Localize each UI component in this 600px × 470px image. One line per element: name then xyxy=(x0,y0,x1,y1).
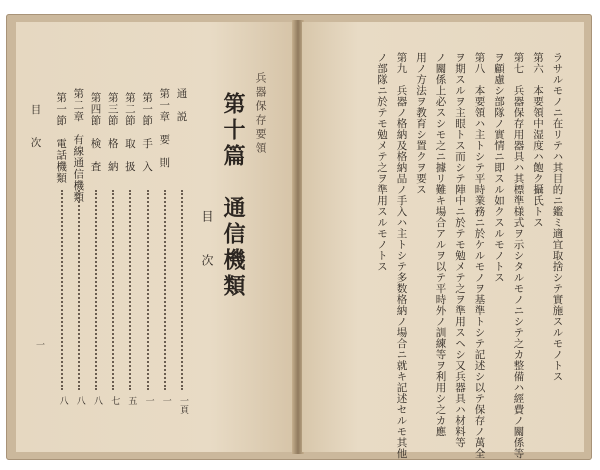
toc-entry-title: 第二節 取 扱 xyxy=(123,92,136,173)
body-text-line: 第九 兵器ノ格納及格納品ノ手入ハ主トシテ多数格納ノ場合ニ就キ記述セルモ其他 xyxy=(395,52,408,459)
body-text-line: ノ關係上必スシモ之ニ據リ難キ場合アルヲ以テ平時外ノ訓練等ヲ利用シ之カ應 xyxy=(434,52,447,437)
toc-leader-dots xyxy=(147,190,149,390)
left-page xyxy=(16,22,294,452)
body-text-line: ノ部隊ニ於テモ勉メテ之ヲ準用スルモノトス xyxy=(376,52,388,272)
toc-entry-title: 第一章 要 則 xyxy=(158,88,171,169)
toc-entry-page: 五 xyxy=(126,396,137,405)
toc-leader-dots xyxy=(61,190,63,390)
toc-entry-page: 八 xyxy=(92,396,102,405)
toc-entry-title: 通 説 xyxy=(175,88,188,123)
body-text-line: 用ノ方法ヲ教育シ置クヲ要ス xyxy=(415,52,427,195)
toc-entry-title: 第一節 電話機類 xyxy=(55,92,68,184)
toc-entry-page: 八 xyxy=(74,396,85,405)
toc-entry-page: 一 xyxy=(143,396,154,405)
toc-entry-title: 第三節 格 納 xyxy=(106,92,119,173)
toc-leader-dots xyxy=(112,190,114,390)
body-text-line: ヲ期スルヲ主眼トス而シテ陣中ニ於テモ勉メテ之ヲ準用スヘシ又兵器具ハ材料等 xyxy=(454,52,466,448)
series-title: 兵器保存要領 xyxy=(254,72,267,156)
toc-entry-page: 八 xyxy=(57,396,68,405)
toc-leader-dots xyxy=(78,190,80,390)
toc-leader-dots xyxy=(181,190,183,390)
toc-leader-dots xyxy=(129,190,131,390)
toc-entry-page: 一 xyxy=(160,396,171,405)
toc-leader-dots xyxy=(164,190,166,390)
toc-leader-dots xyxy=(95,190,97,390)
toc-entry-page: 七 xyxy=(109,396,120,405)
body-text-line: 第六 本要領中湿度ハ飽ク攝氏トス xyxy=(532,52,544,228)
volume-heading: 第十篇 通信機類 xyxy=(220,92,246,300)
contents-label: 目 次 xyxy=(200,210,214,276)
body-text-line: 第八 本要領ハ主トシテ平時業務ニ於ケルモノヲ基準トシテ記述シ以テ保存ノ萬全 xyxy=(473,52,486,459)
body-text-line: 第七 兵器保存用器具ハ其標準様式ヲ示シタルモノニシテ之カ整備ハ經費ノ關係等 xyxy=(512,52,525,459)
toc-entry-title: 第二章 有線通信機類 xyxy=(72,88,85,203)
body-text-line: ヲ顧慮シ部隊ノ實情ニ即スル如クスルモノトス xyxy=(493,52,505,283)
body-text-line: ラサルモノニ在リテハ其目的ニ鑑ミ適宜取捨シテ實施スルモノトス xyxy=(551,52,564,382)
toc-entry-title: 第一節 手 入 xyxy=(141,92,154,173)
page-number: 一 xyxy=(34,340,44,349)
toc-entry-page: 一頁 xyxy=(178,396,188,414)
running-head: 目 次 xyxy=(29,104,42,154)
toc-entry-title: 第四節 検 査 xyxy=(89,92,102,173)
